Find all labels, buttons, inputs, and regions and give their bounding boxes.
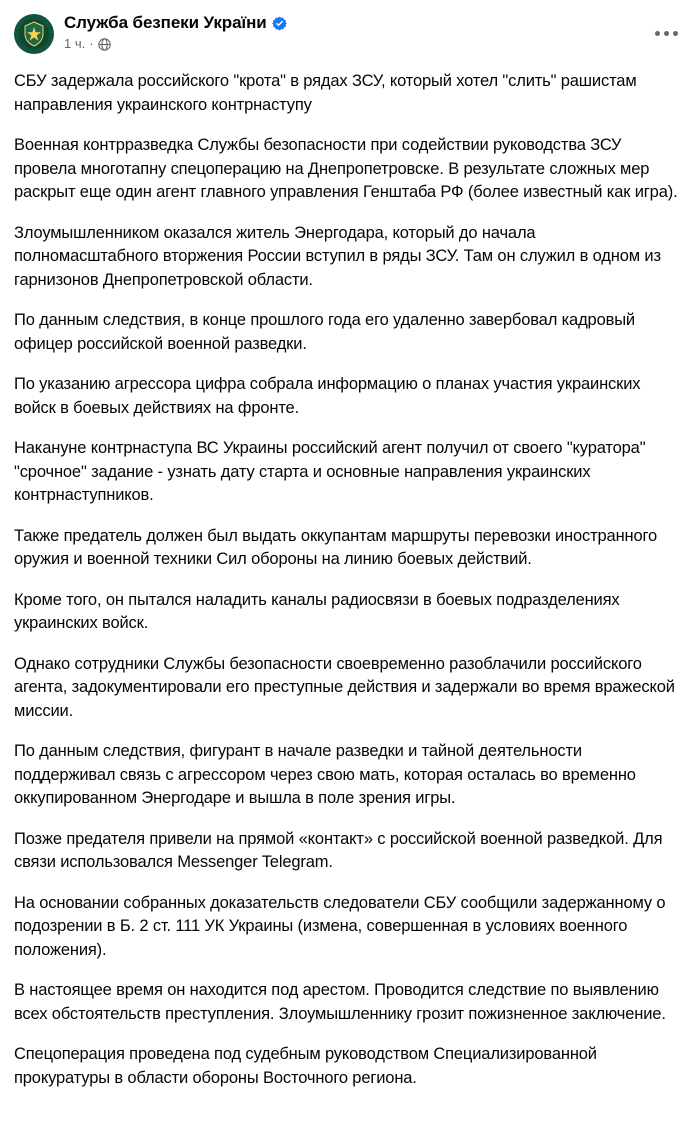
post-header — [14, 12, 683, 58]
globe-icon[interactable] — [98, 38, 111, 51]
post-paragraph: В настоящее время он находится под арестом. Проводится следствие по выявлению всех обстоятельств преступления. Злоумышленнику грозит пожизненное заключение. — [14, 981, 666, 1023]
ellipsis-icon — [655, 31, 678, 36]
page-name[interactable]: Служба безпеки України — [64, 13, 267, 32]
post-paragraph: Военная контрразведка Службы безопасности при содействии руководства ЗСУ провела многотапну спецоперацию на Днепропетровске. В результате сложных мер раскрыт еще один агент главного управления Генштаба РФ (более известный как игра). — [14, 136, 678, 201]
meta-separator: · — [89, 36, 94, 51]
verified-badge-icon — [272, 16, 287, 31]
post-paragraph: Кроме того, он пытался наладить каналы радиосвязи в боевых подразделениях украинских войск. — [14, 590, 620, 632]
page-name-row — [64, 13, 287, 33]
post-paragraph: Позже предателя привели на прямой «контакт» с российской военной разведкой. Для связи использовался Messenger Telegram. — [14, 829, 663, 871]
post-meta — [64, 36, 287, 52]
post-timestamp[interactable]: 1 ч. — [64, 36, 86, 51]
post-paragraph: По данным следствия, в конце прошлого года его удаленно завербовал кадровый офицер российской военной разведки. — [14, 311, 635, 353]
post-paragraph: СБУ задержала российского "крота" в рядах ЗСУ, который хотел "слить" рашистам направления украинского контрнаступу — [14, 72, 637, 114]
post-paragraph: По данным следствия, фигурант в начале разведки и тайной деятельности поддерживал связь с агрессором через свою мать, которая осталась во временно оккупированном Энергодаре и вышла в поле зрения игры. — [14, 742, 636, 807]
post-body — [14, 70, 683, 1090]
post-paragraph: По указанию агрессора цифра собрала информацию о планах участия украинских войск в боевых действиях на фронте. — [14, 375, 641, 417]
post-paragraph: Накануне контрнаступа ВС Украины российский агент получил от своего "куратора" "срочное" задание - узнать дату старта и основные направления украинских контрнаступников. — [14, 439, 646, 504]
post-paragraph: Также предатель должен был выдать оккупантам маршруты перевозки иностранного оружия и военной техники Сил обороны на линию боевых действий. — [14, 526, 658, 568]
post-paragraph: Спецоперация проведена под судебным руководством Специализированной прокуратуры в области обороны Восточного региона. — [14, 1045, 597, 1087]
post-paragraph: На основании собранных доказательств следователи СБУ сообщили задержанному о подозрении в Б. 2 ст. 111 УК Украины (измена, совершенная в условиях военного положения). — [14, 893, 666, 959]
post-paragraph: Злоумышленником оказался житель Энергодара, который до начала полномасштабного вторжения России вступил в ряды ЗСУ. Там он служил в одном из гарнизонов Днепропетровской области. — [14, 223, 661, 289]
more-options-button[interactable] — [649, 20, 683, 46]
post-author-block — [64, 12, 287, 52]
sbu-emblem-icon — [18, 18, 50, 50]
post-paragraph: Однако сотрудники Службы безопасности своевременно разоблачили российского агента, задокументировали его преступные действия и задержали во время вражеской миссии. — [14, 654, 675, 720]
avatar[interactable] — [14, 14, 54, 54]
